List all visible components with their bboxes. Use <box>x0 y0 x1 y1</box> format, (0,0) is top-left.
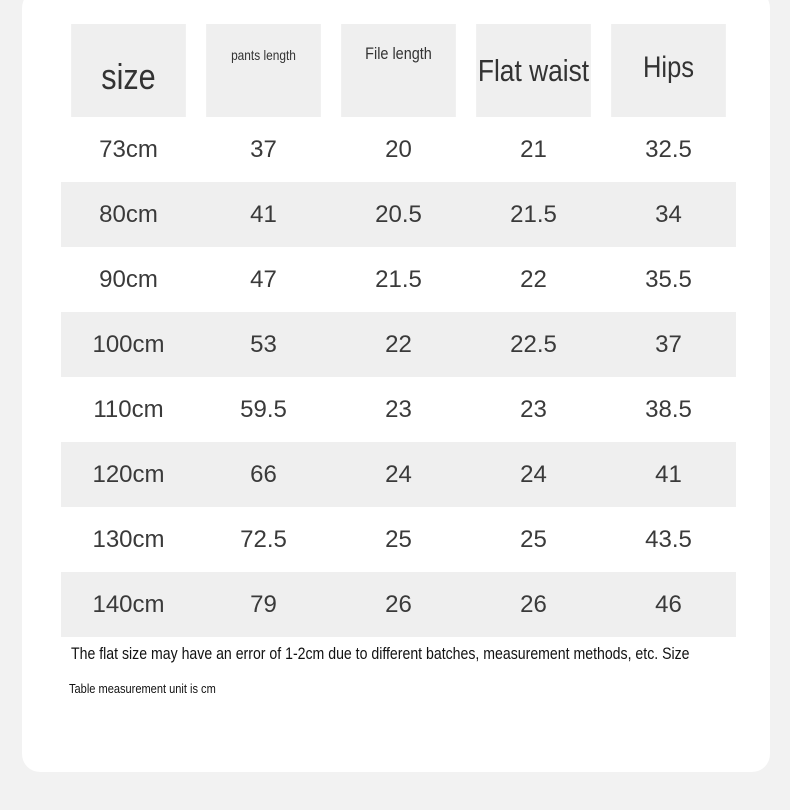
table-row <box>61 377 736 442</box>
table-cell: 34 <box>601 182 736 247</box>
table-cell: 32.5 <box>645 135 692 163</box>
table-row <box>61 247 736 312</box>
header-file-length: File length <box>341 24 456 117</box>
table-body <box>61 117 736 637</box>
table-cell: 22 <box>331 312 466 377</box>
table-cell: 24 <box>466 442 601 507</box>
table-cell: 25 <box>385 525 412 553</box>
header-size: size <box>71 24 186 117</box>
table-cell: 23 <box>385 395 412 423</box>
header-flat-waist: Flat waist <box>476 24 591 117</box>
table-cell: 26 <box>331 572 466 637</box>
table-cell: 130cm <box>92 525 165 553</box>
unit-note: Table measurement unit is cm <box>69 681 216 696</box>
table-cell: 21 <box>520 135 547 163</box>
table-row <box>61 182 736 247</box>
table-cell: 20 <box>385 135 412 163</box>
table-cell: 22.5 <box>466 312 601 377</box>
table-row <box>61 442 736 507</box>
table-row <box>61 117 736 182</box>
table-cell: 43.5 <box>645 525 692 553</box>
table-cell: 110cm <box>93 395 164 423</box>
table-cell: 59.5 <box>240 395 287 423</box>
table-cell: 79 <box>196 572 331 637</box>
table-cell: 140cm <box>61 572 196 637</box>
size-table <box>61 24 736 637</box>
table-cell: 37 <box>601 312 736 377</box>
table-row <box>61 507 736 572</box>
header-hips: Hips <box>611 24 726 117</box>
measurement-note: The flat size may have an error of 1-2cm due to different batches, measurement methods, etc. Size <box>71 644 690 663</box>
table-cell: 41 <box>196 182 331 247</box>
table-cell: 24 <box>331 442 466 507</box>
table-header-row <box>61 24 736 117</box>
table-cell: 72.5 <box>240 525 287 553</box>
table-cell: 21.5 <box>466 182 601 247</box>
table-cell: 73cm <box>99 135 158 163</box>
table-cell: 37 <box>250 135 277 163</box>
table-cell: 25 <box>520 525 547 553</box>
table-cell: 53 <box>196 312 331 377</box>
table-cell: 100cm <box>61 312 196 377</box>
table-row <box>61 312 736 377</box>
table-cell: 20.5 <box>331 182 466 247</box>
table-cell: 120cm <box>61 442 196 507</box>
header-pants-length: pants length <box>206 24 321 117</box>
table-cell: 21.5 <box>375 265 422 293</box>
table-cell: 26 <box>466 572 601 637</box>
table-cell: 47 <box>250 265 277 293</box>
table-cell: 90cm <box>99 265 158 293</box>
table-cell: 38.5 <box>645 395 692 423</box>
table-cell: 80cm <box>61 182 196 247</box>
table-cell: 46 <box>601 572 736 637</box>
table-cell: 23 <box>520 395 547 423</box>
table-row <box>61 572 736 637</box>
table-cell: 66 <box>196 442 331 507</box>
table-cell: 41 <box>601 442 736 507</box>
table-cell: 22 <box>520 265 547 293</box>
table-cell: 35.5 <box>645 265 692 293</box>
